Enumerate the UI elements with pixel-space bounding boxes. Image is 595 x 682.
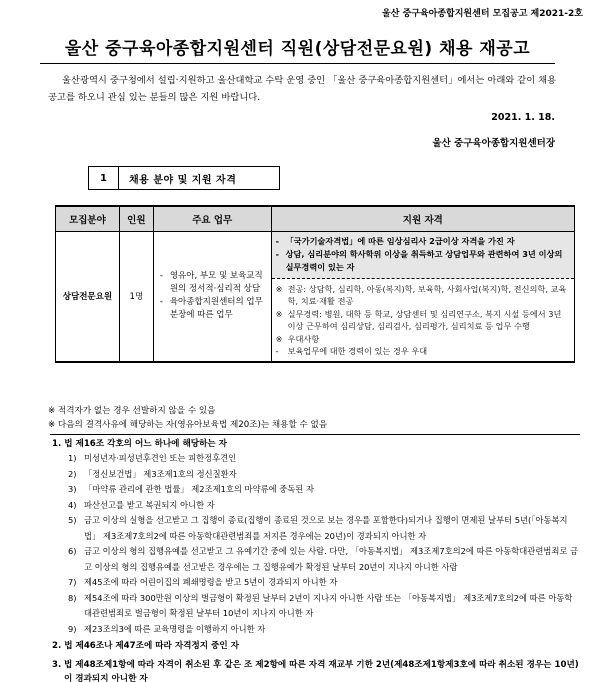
announcement-date: 2021. 1. 18. — [491, 112, 555, 123]
main-qualifications — [272, 232, 574, 279]
duty-item: - 영유아, 부모 및 보육교직원의 정서적·심리적 상담 — [159, 271, 263, 294]
count-cell: 1명 — [119, 231, 153, 362]
table-header-row — [56, 206, 575, 231]
disqualification-heading: 3. 법 제48조제1항에 따라 자격이 취소된 후 같은 조 제2항에 따른 자격 재교부 기한 2년(제48조제1항제3호에 따라 취소된 경우는 10년)이 경과되지 아니한 자 — [52, 660, 579, 682]
qualifications-cell — [271, 231, 574, 362]
notice-number: 울산 중구육아종합지원센터 모집공고 제2021-2호 — [382, 9, 583, 19]
header-field: 모집분야 — [56, 206, 120, 231]
list-item: 8) 제54조에 따라 300만원 이상의 벌금형이 확정된 날부터 2년이 지나지 아니한 사람 또는 「아동복지법」 제3조제7호의2에 따른 아동학대관련범죄로 벌금형이 확정된 날부터 10년이 지나지 아니한 자 — [68, 592, 573, 618]
disqualification-list — [50, 434, 580, 682]
list-item: 2) 「정신보건법」 제3조제1호의 정신질환자 — [68, 468, 237, 479]
qualification-notes — [272, 279, 574, 361]
qualification-note: - 보육업무에 대한 경력이 있는 경우 우대 — [275, 346, 428, 356]
disqualification-heading: 2. 법 제46조나 제47조에 따라 자격정지 중인 자 — [52, 641, 239, 651]
disqualification-heading: 1. 법 제16조 각호의 어느 하나에 해당하는 자 — [52, 439, 227, 449]
issuing-organization: 울산 중구육아종합지원센터장 — [432, 138, 555, 149]
table-row — [56, 231, 575, 362]
notes — [48, 404, 578, 432]
qualification-note: ※ 실무경력: 병원, 대학 등 학교, 상담센터 및 심리연구소, 복지 시설 등에서 3년 이상 근무하여 심리상담, 심리검사, 심리평가, 심리치료 등 업무 수행 — [275, 308, 562, 331]
qualification-note: ※ 우대사항 — [275, 333, 320, 344]
duty-item: - 육아종합지원센터의 업무분장에 따른 업무 — [159, 297, 263, 320]
duties-cell — [153, 231, 271, 362]
field-cell: 상담전문요원 — [56, 231, 120, 362]
qualification-item: - 상담, 심리분야의 학사학위 이상을 취득하고 상담업무와 관련하여 3년 이상의 실무경력이 있는 자 — [275, 248, 563, 272]
header-qualifications: 지원 자격 — [271, 206, 574, 231]
section-number: 1 — [89, 167, 119, 189]
header-duties: 주요 업무 — [153, 206, 271, 231]
list-item: 7) 제45조에 따라 어린이집의 폐쇄명령을 받고 5년이 경과되지 아니한 자 — [68, 577, 338, 587]
qualification-note: ※ 전공: 상담학, 심리학, 아동(복지)학, 보육학, 사회사업(복지)학, 전신의학, 교육학, 치료·재활 전공 — [275, 283, 567, 306]
list-item: 1) 미성년자·피성년후견인 또는 피한정후견인 — [68, 453, 237, 463]
list-item: 3) 「마약류 관리에 관한 법률」 제2조제1호의 마약류에 중독된 자 — [68, 484, 314, 494]
note-line: ※ 적격자가 없는 경우 선발하지 않을 수 있음 — [48, 406, 216, 416]
section-title: 채용 분야 및 지원 자격 — [129, 174, 237, 186]
note-line: ※ 다음의 결격사유에 해당하는 자(영유아보육법 제20조)는 채용할 수 없음 — [48, 420, 328, 430]
section-heading — [88, 166, 280, 190]
list-item: 5) 금고 이상의 실형을 선고받고 그 집행이 종료(집행이 종료된 것으로 보는 경우를 포함한다)되거나 집행이 면제된 날부터 5년(「아동복지법」 제3조제7호의2에 따른 아동학대관련범죄를 저지른 경우에는 20년)이 경과되지 아니한 자 — [68, 515, 568, 541]
header-count: 인원 — [119, 206, 153, 231]
recruitment-table — [55, 205, 575, 363]
intro-paragraph: 울산광역시 중구청에서 설립·지원하고 울산대학교 수탁 운영 중인 「울산 중구육아종합지원센터」에서는 아래와 같이 채용 공고를 하오니 관심 있는 분들의 많은 지원 바랍니다. — [48, 75, 557, 103]
list-item: 4) 파산선고를 받고 복권되지 아니한 자 — [68, 499, 215, 510]
qualification-item: - 「국가기술자격법」에 따른 임상심리사 2급이상 자격을 가진 자 — [275, 235, 515, 246]
title-divider — [40, 63, 555, 64]
page-title: 울산 중구육아종합지원센터 직원(상담전문요원) 채용 재공고 — [64, 39, 531, 59]
list-item: 9) 제23조의3에 따른 교육명령을 이행하지 아니한 자 — [68, 623, 266, 634]
list-item: 6) 금고 이상의 형의 집행유예를 선고받고 그 유예기간 중에 있는 사람. 다만, 「아동복지법」 제3조제7호의2에 따른 아동학대관련범죄로 금고 이상의 형의 집행유예를 선고받은 경우에는 그 집행유예가 확정된 날부터 20년이 지나지 아니한 사람 — [68, 546, 579, 572]
